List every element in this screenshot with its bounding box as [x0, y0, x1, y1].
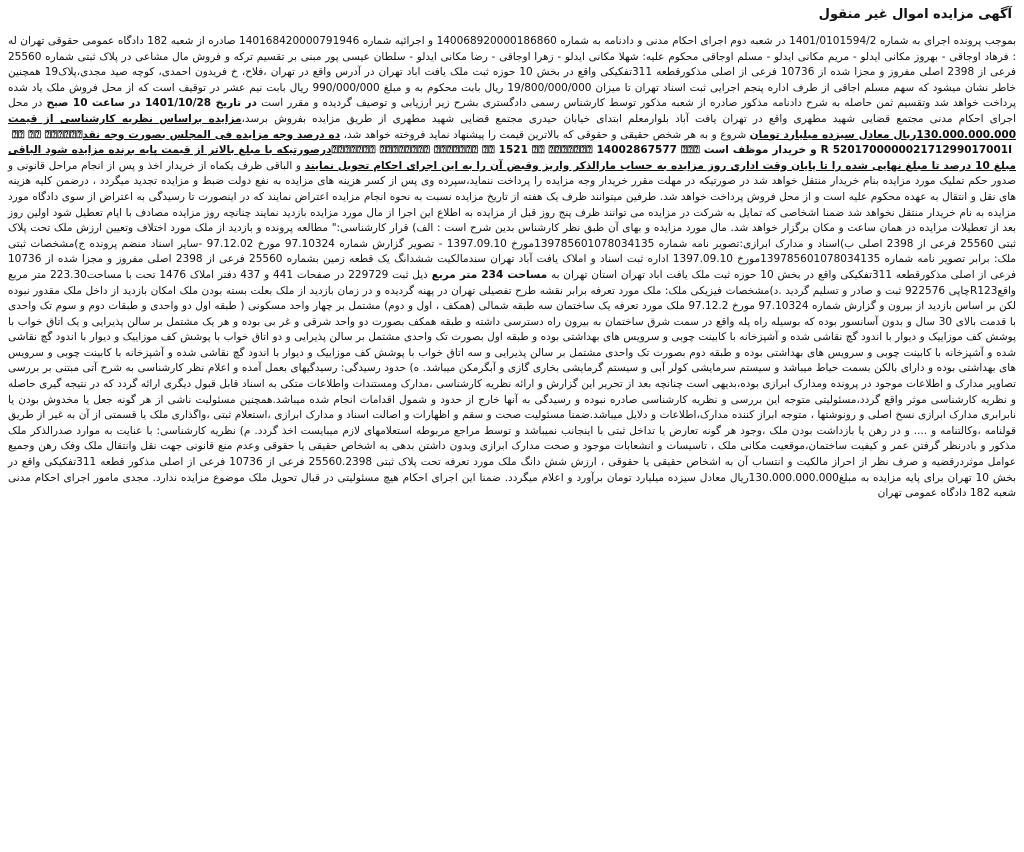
remainder-terms: درصورتیکه با مبلغ بالاتر از قیمت پایه برنده مزایده شود الباقی مبلغ 10 درصد تا مبلغ نهایی شده را تا پایان وقت اداری روز مزایده به حساب مارالذکر واریز وقبض آن را به این اجرای احکام تحویل نمایند — [8, 144, 1017, 172]
notice-text-location: در محل اجرای احکام مدنی مجتمع قضایی شهید مطهری واقع در تهران یافت آباد بلوارمعلم ابتدای خیابان حیدری مجتمع قضایی شهید مطهری از طریق مزایده بفروش برسد، — [8, 97, 1016, 125]
notice-title: آگهی مزایده اموال غیر منقول — [818, 7, 1012, 22]
notice-text-sale: شروع و به هر شخص حقیقی و حقوقی که بالاترین قیمت را پیشنهاد نماید فروخته خواهد شد، — [340, 128, 750, 141]
notice-text-details: و الباقی ظرف یکماه از خریدار اخذ و پس از انجام مراحل قانونی و صدور حکم تملیک مورد مزایده بنام خریدار منتقل خواهد شد در صورتیکه در مهلت مقرر خریدار وجه مزایده را پرداخت ننماید،سپرده وی پس از کسر هزینه های مزایده به نفع دولت ضبط و مزایده تجدید میگردد ، درضمن کلیه هزینه های نقل و انتقال به عهده محکوم علیه است و از محل فروش پرداخت خواهد شد. طرفین میتوانند ظرف یک هفته از تاریخ مزایده نسبت به نحوه انجام مزایده اعتراض نمایند که در اینصورت تا رسیدگی به اعتراض از سوی دادگاه مورد مزایده به نام خریدار منتقل نخواهد شد ضمنا اشخاصی که تمایل به شرکت در مزایده می توانند ظرف پنج روز قبل از مزایده به اطلاع این اجرا از مال مورد مزایده بازدید نمایند چنانچه روز مزایده مصادف با ایام تعطیل شود اولین روز بعد از تعطیلات مزایده در همان ساعت و مکان برگزار خواهد شد. مال مورد مزایده و بهای آن طبق نظر کارشناس بدین شرح است : الف) قرار کارشناسی:" مطالعه پرونده و بازدید از ملک مورد اختلاف وتعیین ارزش ملک تحت پلاک ثبتی 25560 فرعی از 2398 اصلی ب)اسناد و مدارک ابرازی:تصویر نامه شماره 139785601078034135مورخ 1397.09.10 - تصویر گزارش شماره 97.10324 مورخ 97.12.02 -سایر اسناد منضم پرونده ج)مشخصات ثبتی ملک: برابر تصویر نامه شماره 139785601078034135مورخ 1397.09.10 اداره ثبت اسناد و املاک یافت آباد تهران سندمالکیت ششدانگ یک قطعه زمین بشماره 25560 فرعی از 2398 اصلی مفروز و مجزا شده از 10736 فرعی از اصلی مذکورقطعه 311تفکیکی واقع در بخش 10 حوزه ثبت ملک یافت اباد تهران استان تهران به — [8, 159, 1017, 281]
notice-text-intro: بموجب پرونده اجرای به شماره 1401/0101594/2 در شعبه دوم اجرای احکام مدنی و دادنامه به شماره 140068920000186860 و اجرائیه شماره 140168420000791946 صادره از شعبه 182 دادگاه عمومی حقوقی تهران له : فرهاد اوجاقی - بهروز مکانی ایدلو - مریم مکانی ایدلو - مسلم اوجاقی محکوم علیه: شهلا مکانی ایدلو - زهرا اوجاقی - رضا مکانی ایدلو - سلطان عیسی پور مبنی بر تقسیم ترکه و فروش مال مشاعی در پلاک ثبتی شماره 25560 فرعی از 2398 اصلی مفروز و مجزا شده از 10736 فرعی از اصلی مذکورقطعه 311تفکیکی واقع در بخش 10 حوزه ثبت ملک یافت اباد تهران در آدرس واقع در تهران ،فلاح، خ فریدون احمدی، کوچه صید مجدی،پلاک19 همچنین خاطر نشان میشود که سهم مسلم اجاقی از طرف اداره پنجم اجرایی ثبت اسناد تهران تا میزان 19/800/000/000 ریال بابت محکوم به و مبلغ 990/000/000 ریال بابت نیم عشر در توقیف است که از محل فروش ملک یاد شده پرداخت خواهد شد وتقسیم ثمن حاصله به شرح دادنامه مذکور صادره از شعبه مذکور توسط کارشناس رسمی دادگستری بشرح زیر ارزیابی و توصیف گردیده و مقرر است — [8, 35, 1017, 110]
auction-date: در تاریخ 1401/10/28 در ساعت 10 صبح — [46, 97, 257, 110]
property-area: مساحت 234 متر مربع — [431, 268, 548, 281]
notice-body — [8, 34, 1016, 502]
base-price: مزایده براساس نظریه کارشناسی از قیمت 130.000.000.000ریال معادل سیزده میلیارد تومان — [8, 112, 1016, 141]
deposit-terms: ده درصد وجه مزایده فی المجلس بصورت وجه نقد — [82, 128, 341, 141]
notice-text-expert-report: ذیل ثبت 229729 در صفحات 441 و 437 دفتر املاک 1476 تحت با مساحت223.30 متر مربع واقعR123چاپی 922576 ثبت و صادر و تسلیم گردید .د)مشخصات فیزیکی ملک: ملک مورد تعرفه برابر نقشه طرح تفصیلی تهران در پهنه گردیده و در زمان بازدید از ملک بعلت بسته بودن ملک امکان بازدید از داخل ملک مقدور نبوده لکن بر اساس بازدید از بیرون و گزارش شماره 97.10324 مورخ 97.12.2 ملک مورد تعرفه یک ساختمان سه طبقه شمالی (همکف ، اول و دوم) مشتمل بر چهار واحد مسکونی ( طبقه اول دو واحدی و طبقات دوم و سوم تک واحدی با قدمت بالای 30 سال و بدون آسانسور بوده که بوسیله راه پله واقع در سمت شرق ساختمان به بیرون راه دسترسی داشته و طبقه همکف بصورت دو واحد شرقی و غر بی بوده و هر یک مشتمل بر سالن پذیرایی و یک اتاق خواب با پوشش کف موزاییک و دیوار با اندود گچ نقاشی شده و آشپزخانه با کابینت چوبی و سرویس های بهداشتی بوده و طبقه اول بصورت تک واحدی مشتمل بر سالن پذیرایی و دو اتاق خواب با پوشش کف موزاییک و دیوار با اندود گچ نقاشی شده و آشپزخانه با کابینت چوبی و سرویس های بهداشتی بوده و طبقه دوم بصورت تک واحدی مشتمل بر سالن پذیرایی و سه اتاق خواب با پوشش کف موزاییک و دیوار با اندود گچ نقاشی شده و آشپزخانه با کابینت چوبی و سرویس های بهداشتی بوده و دارای بالکن بسمت حیاط میباشد و سیستم سرمایشی کولر آبی و سیستم گرمایشی بخاری گازی و آبگرمکن میباشد. ه) حدود رسیدگی: رسیدگیهای بعمل آمده و اعلام نظر کارشناسی به شرح آتی مبتنی بر بررسی تصاویر مدارک و اطلاعات موجود در پرونده ومدارک ابرازی بوده،بدیهی است چنانچه بعد از تحریر این گزارش و ارائه نظریه کارشناسی ،مدارک ومستندات واطلاعات متکی به اسناد قابل قبول دیگری ارائه گردد که در نتیجه گیری حاصله و نظریه کارشناسی موثر واقع گردد،مسئولیتی متوجه این بررسی و نظریه کارشناسی صادره نبوده و رسیدگی به آنها خارج از حدود و شمول اقدامات انجام شده میباشد.همچنین مسئولیت ناشی از هر گونه جعل یا مخدوش بودن یا نابرابری مدارک ابرازی نسخ اصلی و رونوشتها ، متوجه ابراز کننده مدارک،اطلاعات و دلایل میباشد.ضمنا مسئولیت صحت و سقم و اظهارات و اصالت اسناد و مدارک ابرازی ،استعلام ثبتی ،واگذاری ملک یا قسمتی از آن به غیر از طریق قولنامه ،وکالتنامه و .... و در رهن یا بازداشت بودن ملک ،وجود هر گونه تعارض یا تداخل ثبتی با اینجانب نمیباشد و توسط مراجع مربوطه استعلامهای لازم میبایست اخذ گردد. م) نظریه کارشناسی: با عنایت به موارد صدرالذکر ملک مذکور و بادرنظر گرفتن عمر و کیفیت ساختمان،موقعیت مکانی ملک ، تاسیسات و انشعابات موجود و صحت مدارک ابرازی وبدون داشتن بدهی به اشخاص حقیقی یا حقوقی وعدم منع قانونی جهت نقل وانتقال ملک وفک رهن وجمیع عوامل موثردرقضیه و صرف نظر از احراز مالکیت و انتساب آن به اشخاص حقیقی یا حقوقی ، ارزش شش دانگ ملک مورد تعرفه تحت پلاک ثبتی 25560.2398 فرعی از 10736 فرعی از اصلی مذکور قطعه 311تفکیکی واقع در بخش 10 تهران برای پایه مزایده به مبلغ130.000.000.000ریال معادل سیزده میلیارد تومان برآورد و اعلام میگردد. ضمنا این اجرای احکام هیچ مسئولیتی در قبال تحویل ملک موضوع مزایده ندارد. مجدی مامور اجرای احکام مدنی شعبه 182 دادگاه عمومی تهران — [8, 268, 1016, 500]
account-details: ⍰⍰ ⍰⍰ ⍰⍰⍰⍰⍰⍰ ⍰⍰⍰⍰⍰⍰⍰ ⍰⍰⍰⍰⍰⍰⍰⍰ ⍰⍰⍰⍰⍰⍰⍰ ⍰⍰ 1521 ⍰⍰ ⍰⍰⍰⍰⍰⍰⍰ 14002867577 ⍰⍰⍰ و خریدار موظف است R 520170000002171299017001I — [8, 128, 1016, 157]
